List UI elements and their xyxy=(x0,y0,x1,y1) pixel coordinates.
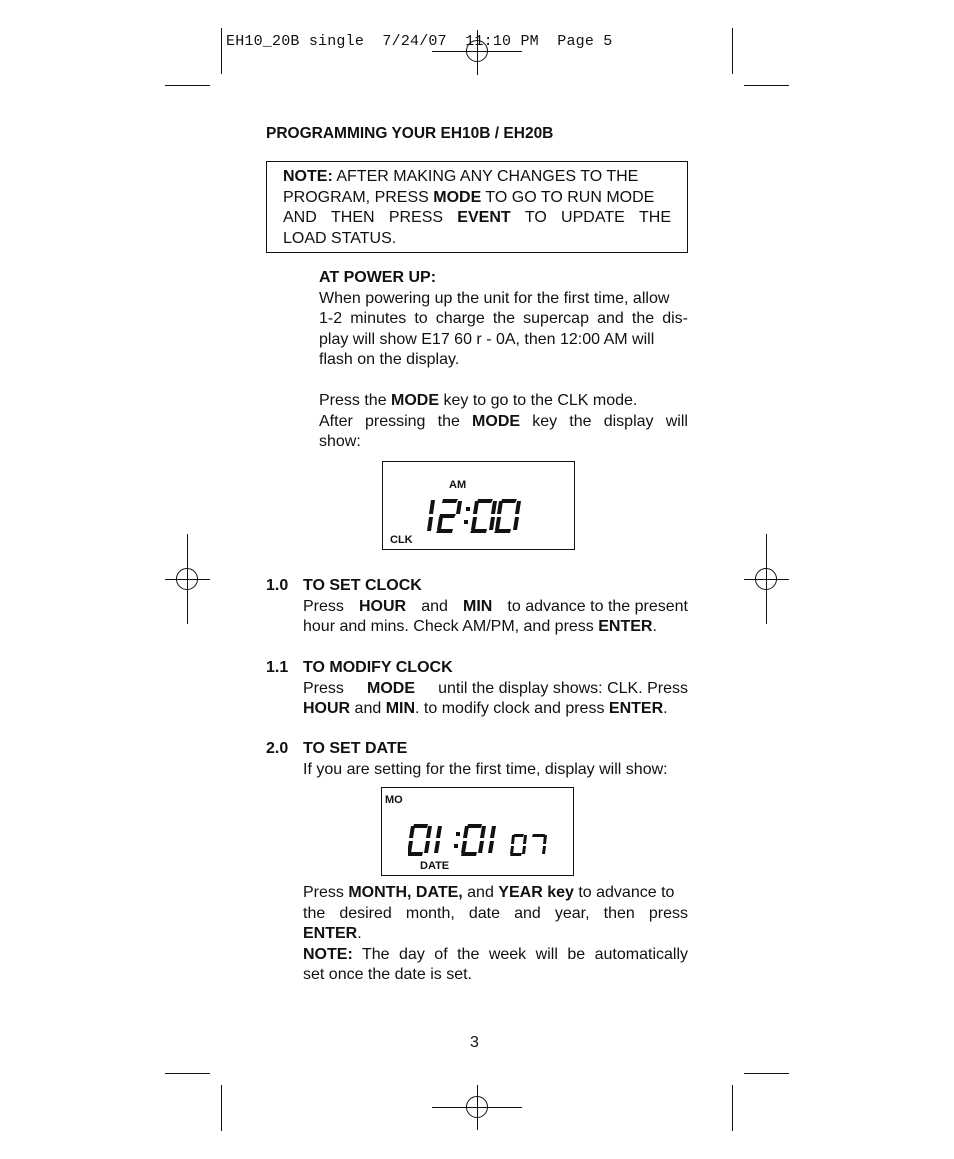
crop-mark xyxy=(165,85,210,86)
print-slug: EH10_20B single 7/24/07 11:10 PM Page 5 xyxy=(226,33,613,50)
lcd-mo-indicator: MO xyxy=(385,794,403,806)
page-number: 3 xyxy=(470,1034,479,1051)
paragraph-line: show: xyxy=(319,433,361,450)
date-instructions xyxy=(303,883,688,986)
lcd-date-display xyxy=(381,787,574,876)
section-heading: AT POWER UP: xyxy=(319,269,437,286)
note-line: LOAD STATUS. xyxy=(283,229,397,247)
note-line: AND THEN PRESS EVENT TO UPDATE THE xyxy=(283,209,671,226)
lcd-clock-digits xyxy=(421,496,521,536)
section-modify-clock xyxy=(266,658,688,720)
crop-mark xyxy=(744,1073,789,1074)
section-heading: 2.0 TO SET DATE xyxy=(266,740,408,757)
crop-mark xyxy=(165,1073,210,1074)
crop-mark xyxy=(744,85,789,86)
lcd-date-label: DATE xyxy=(420,860,450,872)
paragraph-line: play will show E17 60 r - 0A, then 12:00 AM will xyxy=(319,330,655,348)
note-line: NOTE: AFTER MAKING ANY CHANGES TO THE xyxy=(283,168,639,185)
registration-mark-icon xyxy=(477,1085,478,1130)
section-set-date xyxy=(266,739,688,780)
section-heading: 1.0 TO SET CLOCK xyxy=(266,577,422,594)
registration-mark-icon xyxy=(187,534,188,624)
paragraph-line: Press the MODE key to go to the CLK mode. xyxy=(319,392,638,409)
lcd-clock-display xyxy=(382,461,575,550)
paragraph-line: the desired month, date and year, then press xyxy=(303,904,688,922)
paragraph-line: When powering up the unit for the first time, allow xyxy=(319,289,670,307)
crop-mark xyxy=(221,28,222,74)
lcd-am-indicator: AM xyxy=(449,479,467,491)
lcd-clk-label: CLK xyxy=(390,534,413,546)
lcd-date-digits xyxy=(408,822,553,858)
note-line: PROGRAM, PRESS MODE TO GO TO RUN MODE xyxy=(283,188,655,206)
paragraph-line: flash on the display. xyxy=(319,351,460,368)
page-title: PROGRAMMING YOUR EH10B / EH20B xyxy=(266,125,554,142)
paragraph-line: Press MONTH, DATE, and YEAR key to advance to xyxy=(303,884,675,901)
registration-mark-icon xyxy=(766,534,767,624)
paragraph-line: hour and mins. Check AM/PM, and press ENTER. xyxy=(303,618,657,635)
section-set-clock xyxy=(266,576,688,638)
paragraph-line: ENTER. xyxy=(303,925,362,942)
crop-mark xyxy=(732,28,733,74)
paragraph-line: After pressing the MODE key the display will xyxy=(319,412,688,430)
paragraph-line: HOUR and MIN. to modify clock and press ENTER. xyxy=(303,700,668,717)
power-up-section xyxy=(319,268,688,453)
paragraph-line: Press HOUR and MIN to advance to the present xyxy=(303,597,688,615)
note-box xyxy=(266,161,688,253)
crop-mark xyxy=(221,1085,222,1131)
section-heading: 1.1 TO MODIFY CLOCK xyxy=(266,659,453,676)
paragraph-line: 1-2 minutes to charge the supercap and the dis- xyxy=(319,310,688,327)
paragraph-line: set once the date is set. xyxy=(303,966,472,983)
crop-mark xyxy=(732,1085,733,1131)
paragraph-line: Press MODE until the display shows: CLK. Press xyxy=(303,679,688,697)
note-label: NOTE: xyxy=(283,168,333,185)
paragraph-line: NOTE: The day of the week will be automatically xyxy=(303,945,688,963)
paragraph-line: If you are setting for the first time, display will show: xyxy=(303,760,668,778)
